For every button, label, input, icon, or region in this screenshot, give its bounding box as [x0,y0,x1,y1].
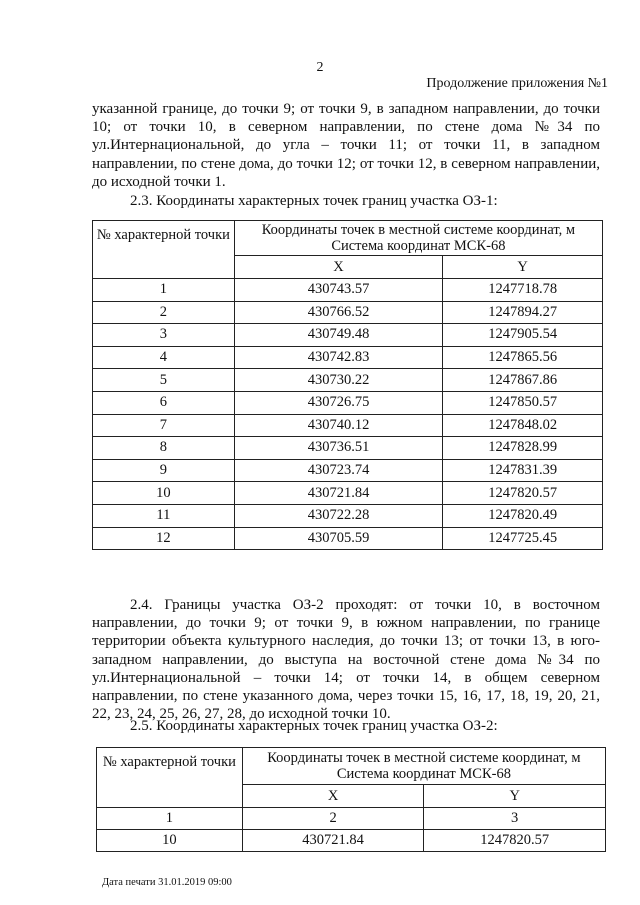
table-body [93,279,603,550]
cell-x: 430726.75 [234,391,443,414]
paragraph-boundary-continuation: указанной границе, до точки 9; от точки 9, в западном направлении, до точки 10; от точки 10, в северном направлении, по стене дома №34 по ул.Интернациональной, до угла – точки 11; от точки 11, в западном направлении, по стене дома, до точки 12; от точки 12, в северном направлении, до исходной точки 1. [92,101,600,190]
table-header-row [93,221,603,256]
cell-point-number: 12 [93,527,235,550]
cell-point-number: 11 [93,504,235,527]
table-row [93,459,603,482]
table-row [93,437,603,460]
table-row [93,279,603,302]
table-row [93,391,603,414]
col-coordinates: Координаты точек в местной системе координат, м Система координат МСК-68 [234,221,602,256]
heading-2-5: 2.5. Координаты характерных точек границ участка ОЗ-2: [130,718,498,734]
cell-point-number: 3 [93,324,235,347]
cell-y: 1247905.54 [443,324,603,347]
paragraph-2-4 [92,596,600,723]
coordinates-table-oz2 [96,747,606,852]
table-row [93,301,603,324]
cell-x: 430723.74 [234,459,443,482]
cell-point-number: 7 [93,414,235,437]
cell-y: 1247848.02 [443,414,603,437]
col-point-number: № характерной точки [97,748,243,808]
paragraph-2-4-text: 2.4. Границы участка ОЗ-2 проходят: от точки 10, в восточном направлении, до точки 9; от точки 9, в южном направлении, по границе территории объекта культурного наследия, до точки 13; от точки 13, в юго-западном направлении, до выступа на восточной стене дома №34 по ул.Интернациональной – точки 14; от точки 14, в общем северном направлении, по стене указанного дома, через точки 15, 16, 17, 18, 19, 20, 21, 22, 23, 24, 25, 26, 27, 28, до исходной точки 10. [92,597,600,723]
cell-y: 1247725.45 [443,527,603,550]
heading-2-3: 2.3. Координаты характерных точек границ участка ОЗ-1: [130,193,498,209]
table-row [93,482,603,505]
coordinates-table-oz1 [92,220,603,550]
table-row [93,504,603,527]
cell-point-number: 5 [93,369,235,392]
table-row [97,808,606,830]
col-coordinates: Координаты точек в местной системе координат, м Система координат МСК-68 [242,748,605,785]
col-y: Y [424,785,606,808]
table-row [93,346,603,369]
cell-y: 1247894.27 [443,301,603,324]
cell-x: 430730.22 [234,369,443,392]
cell-x: 430722.28 [234,504,443,527]
cell-x: 430721.84 [242,830,424,852]
cell-y: 1247820.49 [443,504,603,527]
cell-x: 2 [242,808,424,830]
cell-point-number: 9 [93,459,235,482]
cell-point-number: 10 [97,830,243,852]
cell-point-number: 4 [93,346,235,369]
col-point-number: № характерной точки [93,221,235,279]
cell-y: 1247718.78 [443,279,603,302]
table-body [97,808,606,852]
cell-y: 3 [424,808,606,830]
cell-x: 430740.12 [234,414,443,437]
page-number: 2 [316,60,324,75]
print-date: Дата печати 31.01.2019 09:00 [102,877,232,888]
cell-y: 1247850.57 [443,391,603,414]
col-x: X [242,785,424,808]
col-y: Y [443,256,603,279]
cell-x: 430742.83 [234,346,443,369]
cell-x: 430721.84 [234,482,443,505]
cell-point-number: 10 [93,482,235,505]
appendix-note: Продолжение приложения №1 [426,76,608,91]
cell-x: 430766.52 [234,301,443,324]
cell-point-number: 1 [93,279,235,302]
cell-x: 430749.48 [234,324,443,347]
table-row [93,324,603,347]
table-row [93,414,603,437]
cell-x: 430705.59 [234,527,443,550]
cell-y: 1247867.86 [443,369,603,392]
cell-y: 1247820.57 [424,830,606,852]
cell-y: 1247828.99 [443,437,603,460]
cell-x: 430736.51 [234,437,443,460]
table-header-row [97,748,606,785]
cell-point-number: 6 [93,391,235,414]
cell-y: 1247831.39 [443,459,603,482]
table-row [97,830,606,852]
col-x: X [234,256,443,279]
cell-y: 1247820.57 [443,482,603,505]
cell-point-number: 8 [93,437,235,460]
cell-y: 1247865.56 [443,346,603,369]
cell-point-number: 1 [97,808,243,830]
table-row [93,369,603,392]
cell-point-number: 2 [93,301,235,324]
cell-x: 430743.57 [234,279,443,302]
table-row [93,527,603,550]
